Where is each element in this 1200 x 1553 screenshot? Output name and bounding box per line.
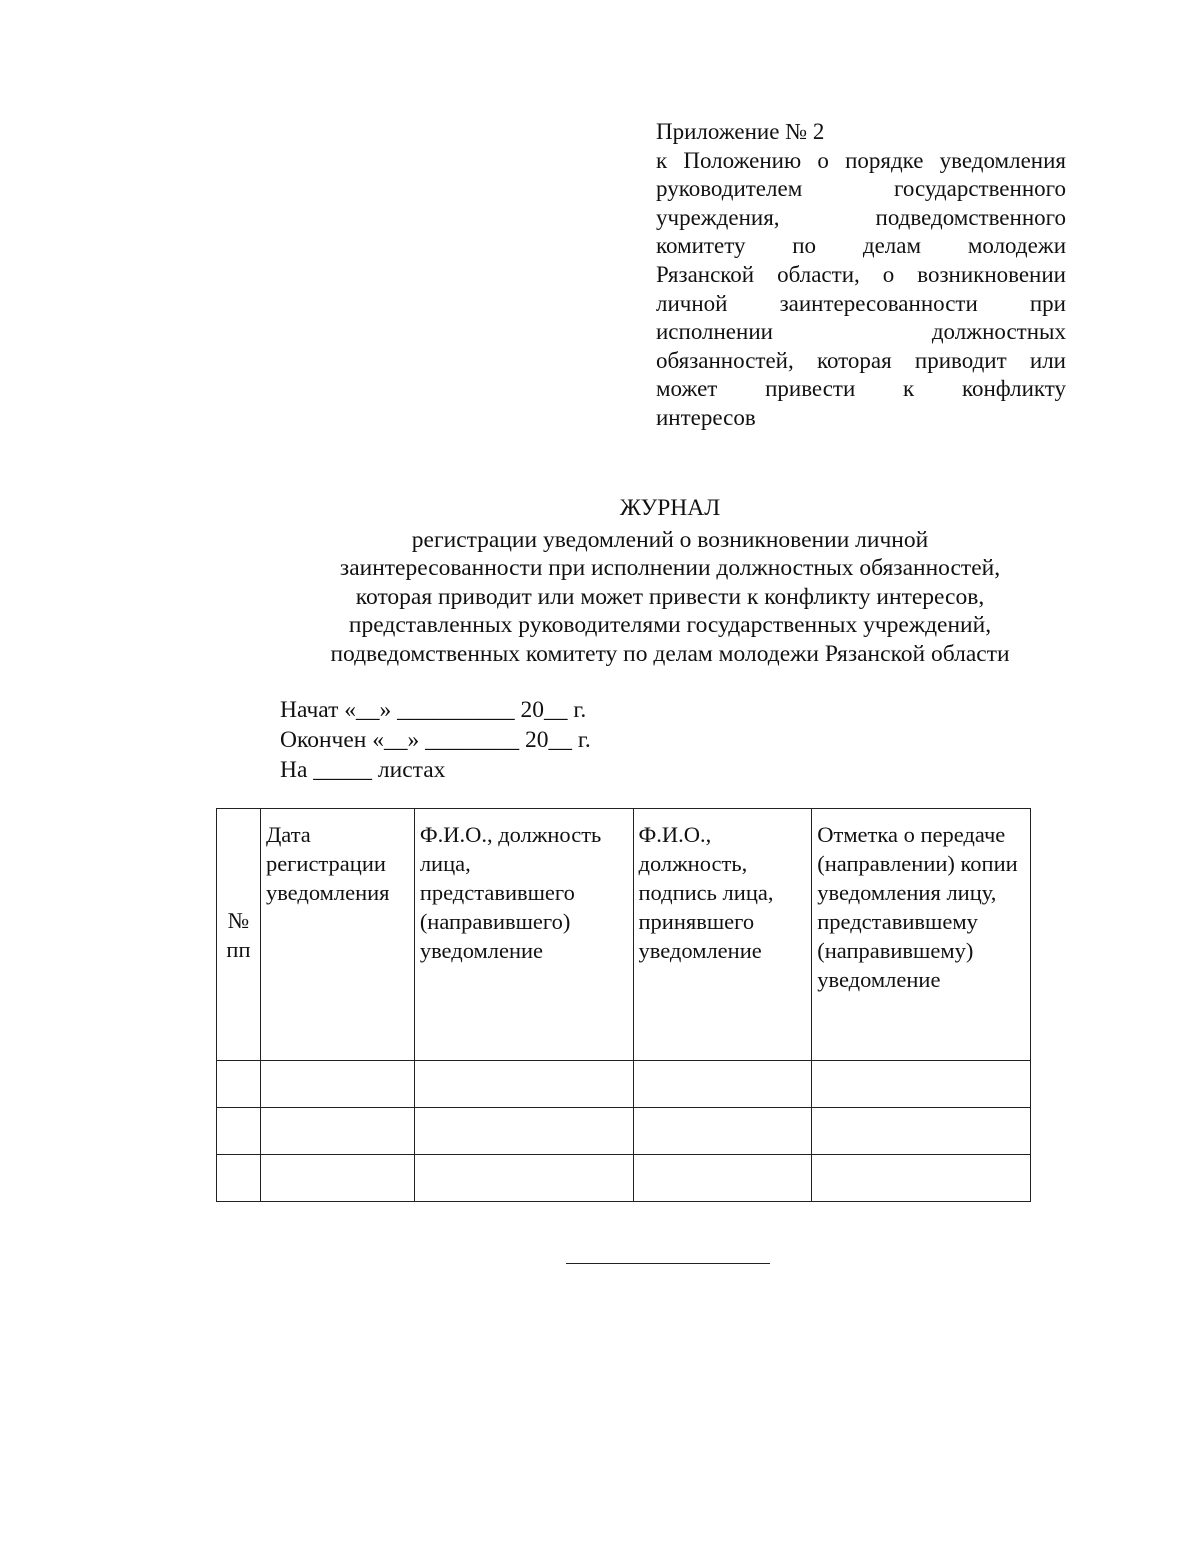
finished-date-line: Окончен «__» ________ 20__ г. [280,727,591,753]
journal-subtitle-line: заинтересованности при исполнении должностных обязанностей, [339,555,1001,582]
started-date-line: Начат «__» __________ 20__ г. [280,697,587,723]
journal-meta [280,695,591,785]
appendix-number: Приложение № 2 [656,119,825,144]
appendix-block [656,118,1066,433]
table-cell [217,1061,261,1108]
header-receiver: Ф.И.О., должность, подпись лица, принявшего уведомление [633,809,812,1061]
header-submitter: Ф.И.О., должность лица, представившего (направившего) уведомление [414,809,633,1061]
appendix-line: исполнении должностных [656,319,1066,345]
journal-table [216,808,1031,1202]
table-row [217,1061,1031,1108]
table-row [217,1155,1031,1202]
table-cell [414,1108,633,1155]
appendix-line: учреждения, подведомственного [656,204,1066,230]
header-registration-date: Дата регистрации уведомления [260,809,414,1061]
appendix-line: Рязанской области, о возникновении [656,261,1066,287]
table-cell [812,1155,1031,1202]
sheets-count-line: На _____ листах [280,757,446,783]
table-cell [260,1061,414,1108]
table-cell [414,1061,633,1108]
header-transfer-mark: Отметка о передаче (направлении) копии уведомления лицу, представившему (направившему) уведомление [812,809,1031,1061]
appendix-line: комитету по делам молодежи [656,233,1066,259]
appendix-line: обязанностей, которая приводит или [656,347,1066,373]
closing-divider [566,1263,770,1264]
table-header-row [217,809,1031,1061]
journal-subtitle-line: регистрации уведомлений о возникновении личной [411,526,929,553]
header-number: № пп [217,809,261,1061]
table-row [217,1108,1031,1155]
journal-subtitle-line: подведомственных комитету по делам молодежи Рязанской области [330,640,1010,667]
table-cell [260,1155,414,1202]
table-cell [260,1108,414,1155]
table-cell [812,1108,1031,1155]
journal-title-block [240,494,1100,669]
appendix-line: руководителем государственного [656,176,1066,202]
table-cell [633,1155,812,1202]
table-cell [633,1108,812,1155]
appendix-line: личной заинтересованности при [656,290,1066,316]
table-cell [633,1061,812,1108]
table-cell [812,1061,1031,1108]
journal-subtitle-line: которая приводит или может привести к конфликту интересов, [355,583,985,610]
table-cell [414,1155,633,1202]
appendix-line: может привести к конфликту [656,376,1066,402]
journal-subtitle-line: представленных руководителями государственных учреждений, [348,612,992,639]
appendix-line: к Положению о порядке уведомления [656,147,1066,173]
journal-heading: ЖУРНАЛ [619,495,721,521]
table-cell [217,1155,261,1202]
appendix-line: интересов [656,404,756,430]
table-cell [217,1108,261,1155]
